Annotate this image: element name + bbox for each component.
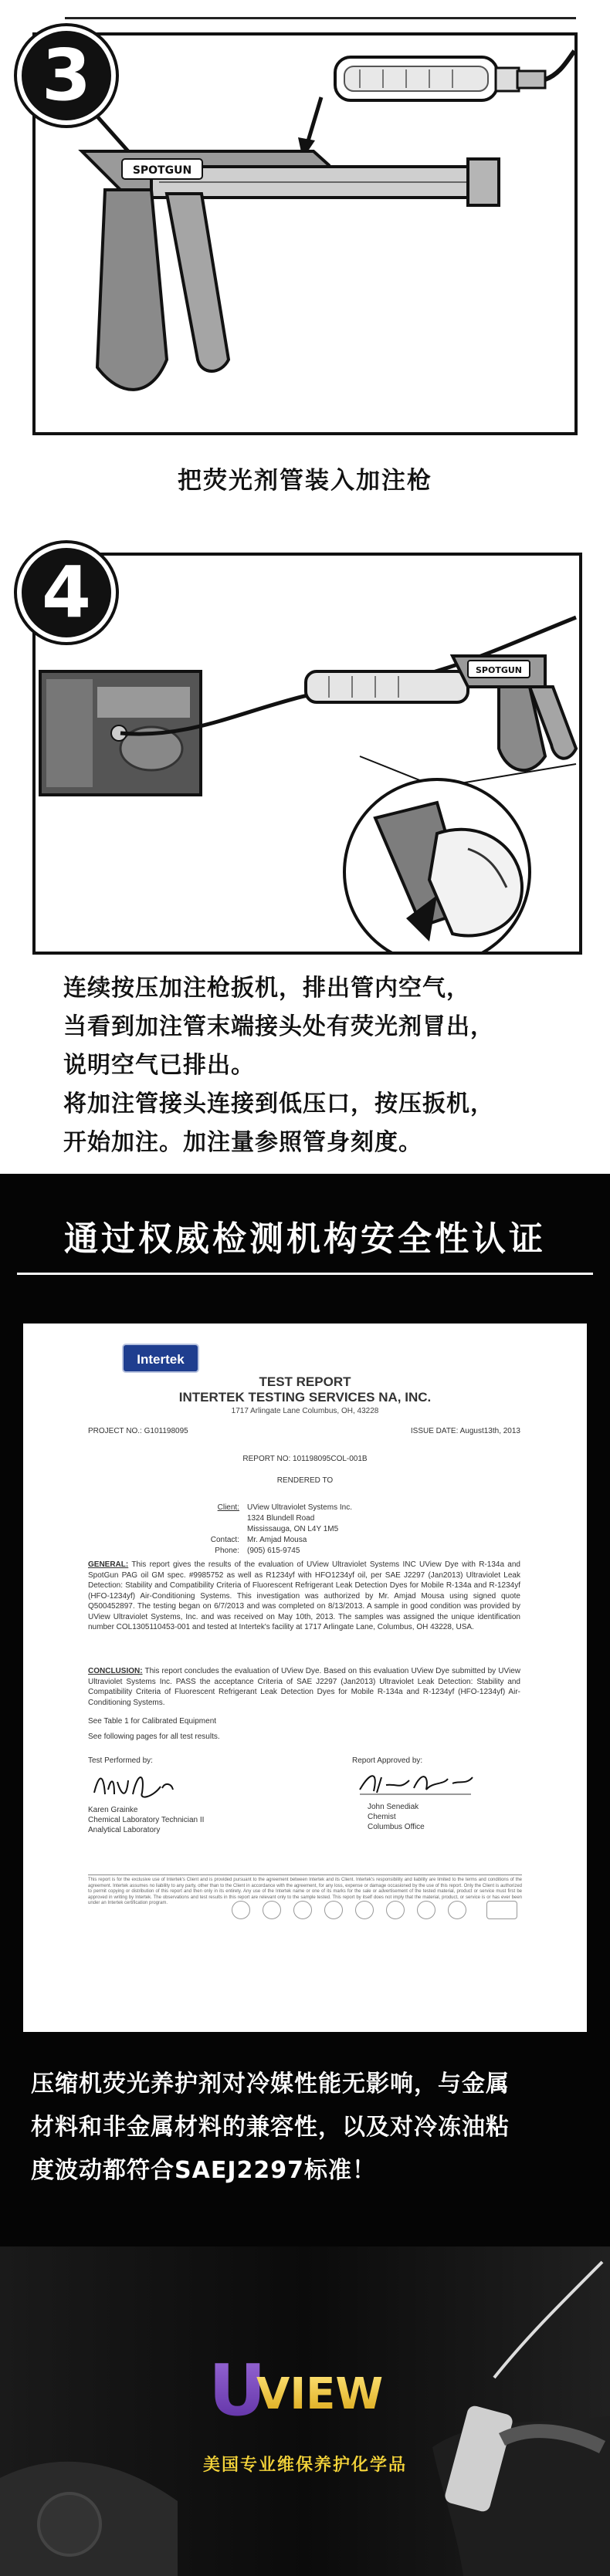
- contact-label: Contact:: [210, 1536, 239, 1544]
- step-number: 3: [41, 34, 91, 117]
- conclusion-paragraph: [88, 1666, 520, 1708]
- phone-label: Phone:: [215, 1547, 239, 1555]
- top-divider: [65, 17, 576, 19]
- approver-signature: [355, 1766, 479, 1797]
- client-line: UView Ultraviolet Systems Inc.: [247, 1503, 352, 1512]
- gun-brand-label: SPOTGUN: [475, 665, 523, 675]
- step-3-illustration: [32, 32, 578, 435]
- test-report-document: [23, 1323, 587, 2032]
- rendered-to-heading: RENDERED TO: [276, 1476, 334, 1485]
- client-line: 1324 Blundell Road: [247, 1514, 315, 1523]
- grease-gun-loading-illustration: [36, 35, 574, 432]
- certification-summary: [31, 2063, 587, 2192]
- accreditation-mark-icon: [324, 1901, 343, 1919]
- accreditation-mark-icon: [386, 1901, 405, 1919]
- instruction-line: 说明空气已排出。: [63, 1052, 255, 1079]
- performer-block: [88, 1805, 204, 1835]
- uview-logo: [208, 2348, 402, 2426]
- approver-name: John Senediak: [368, 1803, 419, 1811]
- general-paragraph: [88, 1560, 520, 1633]
- general-label: GENERAL:: [88, 1560, 129, 1569]
- report-meta-row: [88, 1427, 520, 1435]
- summary-line: 材料和非金属材料的兼容性，以及对冷冻油粘: [31, 2114, 510, 2141]
- see-table-note: See Table 1 for Calibrated Equipment: [88, 1717, 217, 1726]
- instruction-line: 开始加注。加注量参照管身刻度。: [63, 1129, 422, 1156]
- brand-slogan: 美国专业维保养护化学品: [202, 2456, 407, 2475]
- conclusion-text: This report concludes the evaluation of UView Dye. Based on this evaluation UView Dye submitted by UView Ultraviolet Systems Inc. PASS the acceptance Criteria of SAE J2297 (Jan2013) Ultraviolet Leak Detection: Stability and Compatibility Criteria of Fluorescent Refrigerant Leak Detection Dyes for Mobile R-134a and R-1234yf (HFO-1234yf) Air-Conditioning Systems.: [88, 1667, 520, 1707]
- report-footer-disclaimer: This report is for the exclusive use of Intertek's Client and is provided pursuant to the agreement between Intertek and its Client. Intertek's responsibility and liability are limited to the terms and conditions of the agreement. Intertek assumes no liability to any party, other than to the Client in accordance with the agreement, for any loss, expense or damage occasioned by the use of this report. Only the Client is authorized to permit copying or distribution of this report and then only in its entirety. Any use of the Intertek name or one of its marks for the sale or advertisement of the tested material, product or service must first be approved in writing by Intertek. The observations and test results in this report are relevant only to the sample tested. This report by itself does not imply that the material, product, or service is or has ever been under an Intertek certification program.: [88, 1875, 522, 1907]
- certification-title: 通过权威检测机构安全性认证: [64, 1219, 546, 1259]
- accreditation-mark-icon: [355, 1901, 374, 1919]
- intertek-logo: Intertek: [122, 1344, 199, 1373]
- conclusion-label: CONCLUSION:: [88, 1667, 143, 1675]
- svg-text:U: U: [208, 2349, 266, 2426]
- performer-name: Karen Grainke: [88, 1806, 138, 1814]
- hand-pressing-trigger-closeup: [344, 779, 530, 952]
- test-performed-by-label: Test Performed by:: [88, 1756, 153, 1765]
- certification-divider: [17, 1273, 593, 1275]
- step-4-section: [0, 553, 610, 1174]
- accreditation-mark-icon: [486, 1901, 517, 1919]
- approver-office: Columbus Office: [368, 1823, 425, 1831]
- contact-phone: (905) 615-9745: [247, 1547, 300, 1555]
- accreditation-marks: [232, 1901, 525, 1924]
- step-4-instructions: [63, 969, 588, 1162]
- report-organization: INTERTEK TESTING SERVICES NA, INC.: [178, 1390, 432, 1405]
- instruction-line: 当看到加注管末端接头处有荧光剂冒出，: [63, 1013, 494, 1040]
- approver-block: [368, 1802, 425, 1832]
- instruction-line: 连续按压加注枪扳机，排出管内空气，: [63, 975, 470, 1002]
- project-number: PROJECT NO.: G101198095: [88, 1427, 188, 1435]
- accreditation-mark-icon: [293, 1901, 312, 1919]
- svg-text:VIEW: VIEW: [256, 2369, 384, 2419]
- report-title: TEST REPORT: [259, 1374, 351, 1389]
- spotgun-applicator: [306, 656, 576, 770]
- step-3-section: [0, 0, 610, 553]
- general-text: This report gives the results of the evaluation of UView Ultraviolet Systems INC UView Dye with R-134a and SpotGun PAG oil GM spec. #9985752 as well as R1234yf with HFO1234yf oil, per SAE J2297 (Jan2013) Ultraviolet Leak Detection: Stability and Compatibility Criteria of Fluorescent Refrigerant Leak Detection Dyes for Mobile R-134a and R-1234yf (HFO-1234yf) Air-Conditioning Systems. This investigation was authorized by Mr. Amjad Mousa using signed quote Q500452897. The testing began on 6/7/2013 and was completed on 8/13/2013. A sample in good condition was provided by UView Ultraviolet Systems, Inc. and was received on May 10th, 2013. The samples was assigned the unique identification number COL1305110453-001 and tested at Intertek's facility at 1717 Arlingate Lane, Columbus, OH 43228, USA.: [88, 1560, 520, 1631]
- report-approved-by-label: Report Approved by:: [352, 1756, 423, 1765]
- performer-signature: [91, 1766, 176, 1802]
- grease-gun-injecting-illustration: [36, 556, 579, 952]
- issue-date: ISSUE DATE: August13th, 2013: [410, 1427, 520, 1435]
- step-number: 4: [41, 551, 91, 634]
- report-number: REPORT NO: 101198095COL-001B: [242, 1455, 368, 1463]
- brand-footer: [0, 2246, 610, 2576]
- summary-line: 压缩机荧光养护剂对冷媒性能无影响，与金属: [31, 2071, 510, 2098]
- spotgun-applicator: [66, 82, 499, 390]
- approver-title: Chemist: [368, 1813, 396, 1821]
- certification-section: [0, 1174, 610, 2246]
- see-following-note: See following pages for all test results.: [88, 1733, 220, 1741]
- step-4-illustration: [32, 553, 582, 955]
- contact-name: Mr. Amjad Mousa: [247, 1536, 307, 1544]
- client-info: [191, 1503, 352, 1557]
- performer-title: Chemical Laboratory Technician II: [88, 1816, 205, 1824]
- report-address: 1717 Arlingate Lane Columbus, OH, 43228: [231, 1407, 379, 1415]
- client-label: Client:: [217, 1503, 239, 1512]
- dye-cartridge-tube: [335, 51, 574, 100]
- client-line: Mississauga, ON L4Y 1M5: [247, 1525, 339, 1533]
- accreditation-mark-icon: [417, 1901, 435, 1919]
- accreditation-mark-icon: [448, 1901, 466, 1919]
- summary-line: 度波动都符合SAEJ2297标准！: [31, 2157, 376, 2184]
- gun-brand-label: SPOTGUN: [132, 164, 192, 177]
- performer-department: Analytical Laboratory: [88, 1826, 161, 1834]
- accreditation-mark-icon: [232, 1901, 250, 1919]
- step-4-number-badge: [17, 543, 116, 642]
- step-3-number-badge: [17, 26, 116, 125]
- accreditation-mark-icon: [263, 1901, 281, 1919]
- step-3-caption: 把荧光剂管装入加注枪: [178, 467, 432, 495]
- instruction-line: 将加注管接头连接到低压口，按压扳机，: [63, 1090, 494, 1117]
